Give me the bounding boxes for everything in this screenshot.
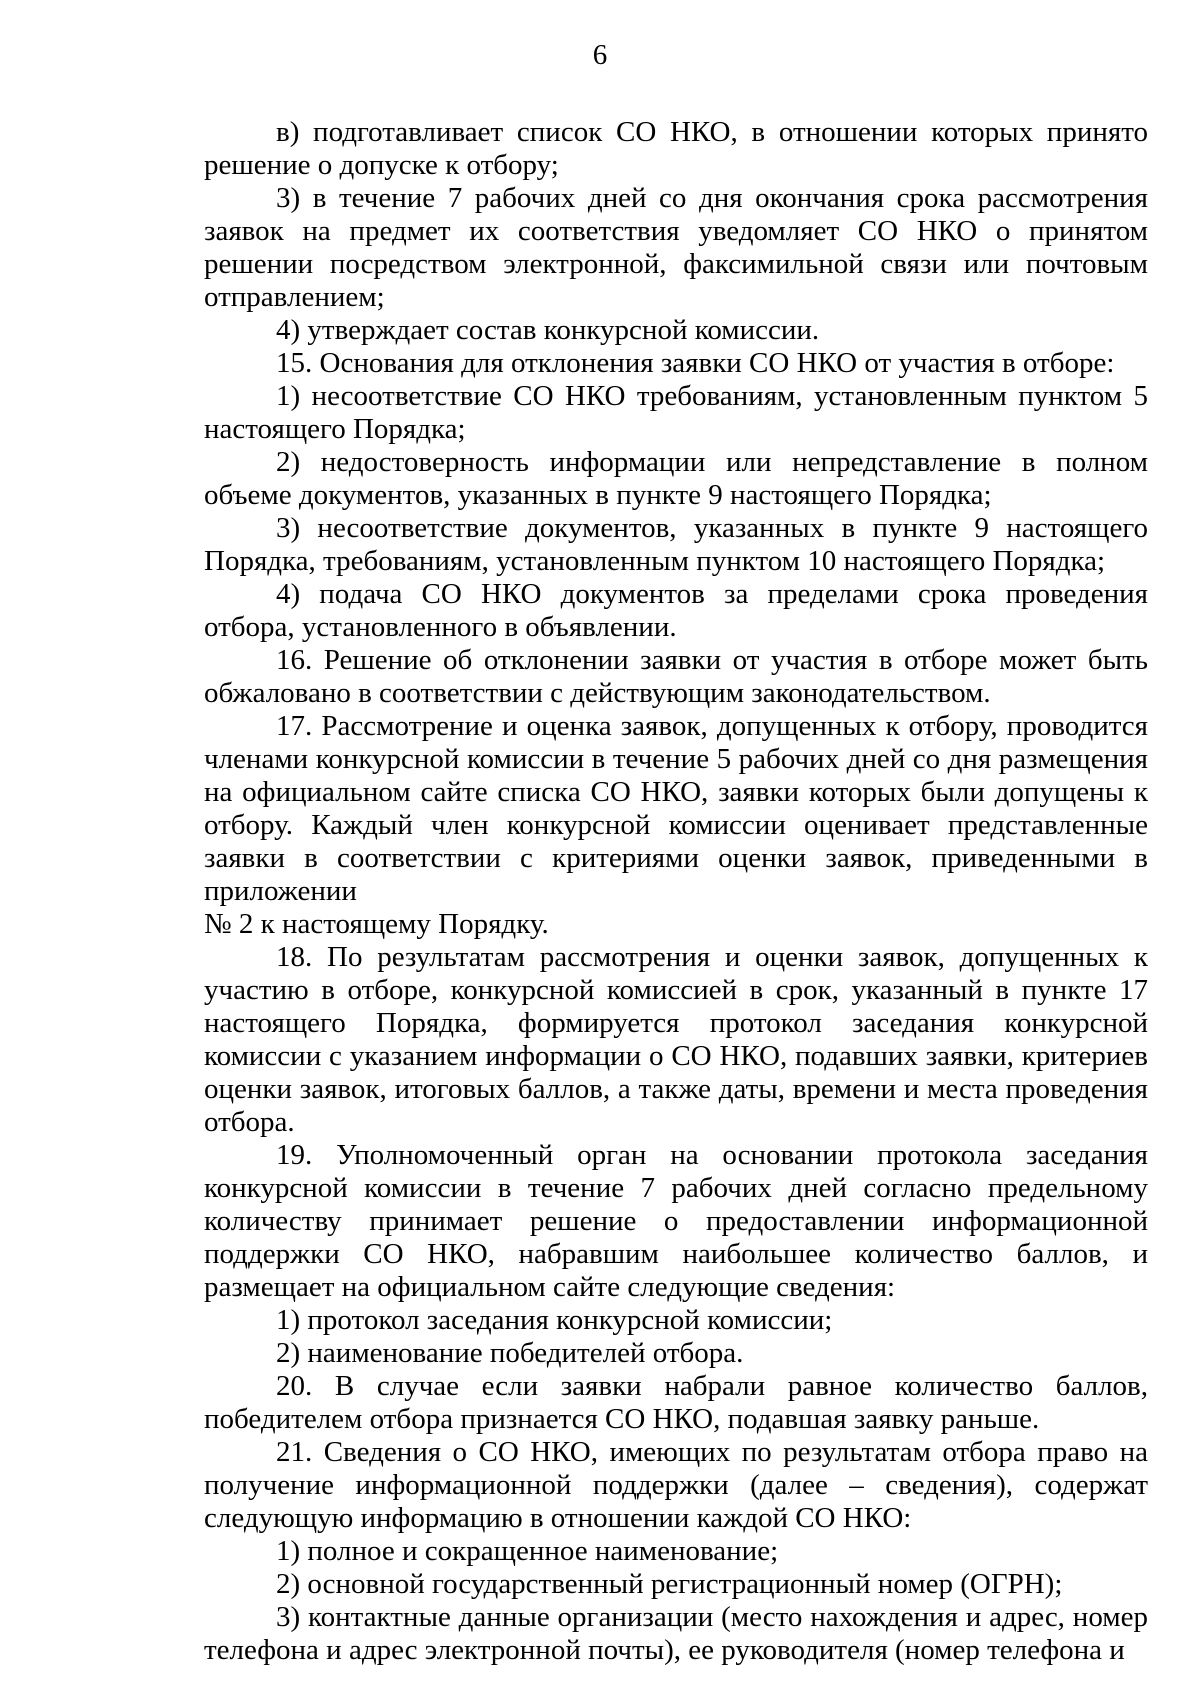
paragraph: 15. Основания для отклонения заявки СО НКО от участия в отборе: (276, 347, 1115, 379)
paragraph: 3) в течение 7 рабочих дней со дня окончания срока рассмотрения заявок на предмет их соответствия уведомляет СО НКО о принятом решении посредством электронной, факсимильной связи или почтовым отправлением; (204, 182, 1148, 313)
paragraph: 21. Сведения о СО НКО, имеющих по результатам отбора право на получение информационной поддержки (далее – сведения), содержат следующую информацию в отношении каждой СО НКО: (204, 1436, 1148, 1534)
paragraph: 2) наименование победителей отбора. (276, 1337, 744, 1369)
paragraph: 17. Рассмотрение и оценка заявок, допущенных к отбору, проводится членами конкурсной комиссии в течение 5 рабочих дней со дня размещения на официальном сайте списка СО НКО, заявки которых были допущены к отбору. Каждый член конкурсной комиссии оценивает представленные заявки в соответствии с критериями оценки заявок, приведенными в приложении (204, 710, 1148, 907)
paragraph: 20. В случае если заявки набрали равное количество баллов, победителем отбора признается СО НКО, подавшая заявку раньше. (204, 1370, 1148, 1435)
paragraph: 1) несоответствие СО НКО требованиям, установленным пунктом 5 настоящего Порядка; (204, 380, 1148, 445)
paragraph: 3) несоответствие документов, указанных в пункте 9 настоящего Порядка, требованиям, установленным пунктом 10 настоящего Порядка; (204, 512, 1148, 577)
paragraph: 2) недостоверность информации или непредставление в полном объеме документов, указанных в пункте 9 настоящего Порядка; (204, 446, 1148, 511)
paragraph: 18. По результатам рассмотрения и оценки заявок, допущенных к участию в отборе, конкурсной комиссией в срок, указанный в пункте 17 настоящего Порядка, формируется протокол заседания конкурсной комиссии с указанием информации о СО НКО, подавших заявки, критериев оценки заявок, итоговых баллов, а также даты, времени и места проведения отбора. (204, 941, 1148, 1138)
paragraph: 3) контактные данные организации (место нахождения и адрес, номер телефона и адрес электронной почты), ее руководителя (номер телефона и (204, 1601, 1148, 1666)
paragraph: 19. Уполномоченный орган на основании протокола заседания конкурсной комиссии в течение 7 рабочих дней согласно предельному количеству принимает решение о предоставлении информационной поддержки СО НКО, набравшим наибольшее количество баллов, и размещает на официальном сайте следующие сведения: (204, 1139, 1148, 1303)
paragraph: 4) подача СО НКО документов за пределами срока проведения отбора, установленного в объявлении. (204, 578, 1148, 643)
paragraph: 1) протокол заседания конкурсной комиссии; (276, 1304, 833, 1336)
paragraph: 1) полное и сокращенное наименование; (276, 1535, 779, 1567)
document-body (204, 116, 1148, 1667)
paragraph: 2) основной государственный регистрационный номер (ОГРН); (276, 1568, 1063, 1600)
page-number: 6 (592, 39, 608, 71)
paragraph: в) подготавливает список СО НКО, в отношении которых принято решение о допуске к отбору; (204, 116, 1148, 181)
paragraph: 16. Решение об отклонении заявки от участия в отборе может быть обжаловано в соответствии с действующим законодательством. (204, 644, 1148, 709)
paragraph: 4) утверждает состав конкурсной комиссии. (276, 314, 820, 346)
paragraph: № 2 к настоящему Порядку. (204, 908, 549, 940)
